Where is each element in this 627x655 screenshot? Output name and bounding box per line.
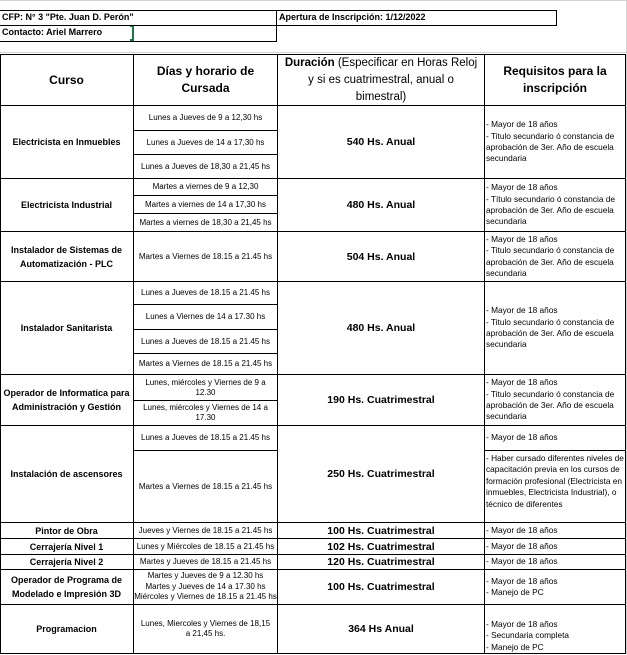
requirements-cell[interactable] [485, 106, 625, 178]
schedule-cell[interactable]: Lunes a Jueves de 14 a 17,30 hs [146, 137, 265, 147]
requirements-cell[interactable]: - Mayor de 18 años [486, 525, 558, 536]
course-name[interactable]: Instalador de Sistemas de Automatización - PLC [10, 244, 123, 269]
header-duracion-title: Duración [284, 56, 335, 69]
schedule-cell[interactable]: Martes y Jueves de 18.15 a 21.45 hs [139, 557, 272, 566]
duration-cell[interactable]: 480 Hs. Anual [346, 322, 416, 334]
course-name[interactable]: Electricista Industrial [20, 200, 113, 210]
header-dias: Días y horario de Cursada [156, 64, 255, 95]
header-requisitos: Requisitos para la inscripción [503, 64, 607, 95]
requirement-item: - Mayor de 18 años [486, 432, 558, 443]
requirement-item: - Mayor de 18 años [486, 233, 558, 244]
requirement-item: - Mayor de 18 años [486, 618, 558, 629]
schedule-cell[interactable]: Jueves y Viernes de 18.15 a 21.45 hs [138, 526, 273, 535]
course-name[interactable]: Programacion [36, 624, 97, 634]
schedule-line: Martes y Jueves de 14 a 17.30 hs [145, 581, 266, 591]
apertura-cell[interactable]: Apertura de Inscripción: 1/12/2022 [279, 12, 426, 22]
schedule-line: Miércoles y Viernes de 18.15 a 21.45 hs [134, 592, 277, 602]
duration-cell[interactable]: 480 Hs. Anual [346, 199, 416, 211]
schedule-line: Martes y Jueves de 9 a 12.30 hs [147, 571, 264, 581]
schedule-cell[interactable]: Lunes, miércoles y Viernes de 14 a 17.30 [143, 403, 268, 422]
course-name[interactable]: Instalación de ascensores [10, 469, 123, 479]
schedule-cell[interactable]: Lunes a Jueves de 9 a 12,30 hs [148, 113, 263, 122]
requirements-cell[interactable]: - Mayor de 18 años [486, 540, 558, 551]
schedule-cell[interactable]: Martes a Viernes de 18.15 a 21.45 hs [138, 251, 273, 261]
requirement-item: - Titulo secundario ó constancia de aprobación de 3er. Año de escuela secundaria [486, 316, 615, 350]
duration-cell[interactable]: 364 Hs Anual [348, 623, 414, 635]
duration-cell[interactable]: 190 Hs. Cuatrimestral [327, 394, 435, 406]
requirement-item: - Mayor de 18 años [486, 182, 558, 193]
requirement-item: - Haber cursado diferentes niveles de capacitación previa en los cursos de formación profesional (Electricista en inmuebles, Electricista Industrial), o técnico de diferentes [486, 453, 624, 509]
cfp-cell[interactable]: CFP: N° 3 "Pte. Juan D. Perón" [2, 12, 134, 22]
header-duracion-note: (Especificar en Horas Reloj y si es cuatrimestral, anual o bimestral) [308, 56, 478, 103]
requirement-item: - Manejo de PC [486, 587, 544, 597]
contacto-cell[interactable]: Contacto: Ariel Marrero [2, 27, 103, 37]
requirements-cell[interactable] [485, 605, 625, 653]
duration-cell[interactable]: 120 Hs. Cuatrimestral [327, 556, 435, 568]
requirements-cell[interactable] [485, 426, 625, 522]
schedule-cell[interactable]: Lunes, miércoles y Viernes de 9 a 12.30 [145, 377, 266, 397]
requirements-cell[interactable] [485, 282, 625, 374]
schedule-cell[interactable]: Lunes a Viernes de 14 a 17.30 hs [145, 312, 266, 321]
schedule-cell[interactable]: Lunes a Jueves de 18,30 a 21,45 hs [141, 161, 270, 171]
schedule-cell[interactable]: Lunes a Jueves de 18.15 a 21.45 hs [141, 336, 270, 346]
requirement-item: - Titulo secundario ó constancia de aprobación de 3er. Año de escuela secundaria [486, 245, 615, 278]
schedule-cell[interactable]: Martes a Viernes de 18.15 a 21.45 hs [138, 481, 273, 491]
schedule-cell[interactable]: Lunes a Jueves de 18.15 a 21.45 hs [141, 288, 270, 297]
requirement-item: - Mayor de 18 años [486, 119, 558, 130]
duration-cell[interactable]: 250 Hs. Cuatrimestral [327, 468, 435, 480]
requirements-cell[interactable] [485, 570, 625, 604]
requirement-item: - Manejo de PC [486, 641, 544, 652]
schedule-cell[interactable] [134, 570, 277, 604]
schedule-cell[interactable]: Martes a viernes de 18,30 a 21,45 hs [139, 217, 272, 227]
duration-cell[interactable]: 100 Hs. Cuatrimestral [327, 581, 435, 593]
active-cell-selection [130, 25, 134, 41]
duration-cell[interactable]: 540 Hs. Anual [346, 136, 416, 148]
header-curso: Curso [49, 72, 84, 87]
requirements-cell[interactable] [485, 179, 625, 231]
requirement-item: - Secundaria completa [486, 630, 570, 641]
course-name[interactable]: Pintor de Obra [35, 526, 98, 536]
requirements-cell[interactable] [485, 375, 625, 425]
schedule-cell[interactable]: Martes a Viernes de 18.15 a 21.45 hs [138, 359, 273, 368]
requirement-item: - Mayor de 18 años [486, 575, 558, 586]
requirement-item: - Mayor de 18 años [486, 377, 558, 388]
requirement-item: - Mayor de 18 años [486, 305, 558, 316]
duration-cell[interactable]: 504 Hs. Anual [346, 250, 416, 263]
requirements-cell[interactable]: - Mayor de 18 años [486, 556, 558, 567]
course-name[interactable]: Operador de Programa de Modelado e Impresión 3D [10, 575, 123, 599]
schedule-cell[interactable]: Lunes a Jueves de 18.15 a 21.45 hs [141, 433, 270, 442]
requirement-item: - Titulo secundario ó constancia de aprobación de 3er. Año de escuela secundaria [486, 388, 615, 422]
schedule-cell[interactable]: Lunes, Miercoles y Viernes de 18,15 a 21,45 hs. [140, 619, 271, 638]
course-name[interactable]: Electricista en Inmuebles [12, 137, 121, 147]
course-name[interactable]: Instalador Sanitarista [20, 323, 113, 333]
course-name[interactable]: Operador de Informatica para Administración y Gestión [3, 388, 130, 412]
schedule-cell[interactable]: Martes a viernes de 14 a 17,30 hs [145, 199, 266, 209]
course-name[interactable]: Cerrajería Nivel 1 [29, 541, 104, 552]
requirements-cell[interactable] [485, 232, 625, 281]
course-name[interactable]: Cerrajería Nivel 2 [29, 557, 104, 567]
header-duracion [278, 55, 484, 105]
requirement-item: - Título secundario ó constancia de aprobación de 3er. Año de escuela secundaria [486, 193, 615, 227]
schedule-cell[interactable]: Lunes y Miércoles de 18.15 a 21.45 hs [136, 541, 275, 551]
requirement-item: - Titulo secundario ó constancia de aprobación de 3er. Año de escuela secundaria [486, 130, 615, 164]
duration-cell[interactable]: 102 Hs. Cuatrimestral [327, 540, 435, 553]
schedule-cell[interactable]: Martes a viernes de 9 a 12,30 [152, 182, 259, 191]
duration-cell[interactable]: 100 Hs. Cuatrimestral [327, 525, 435, 537]
